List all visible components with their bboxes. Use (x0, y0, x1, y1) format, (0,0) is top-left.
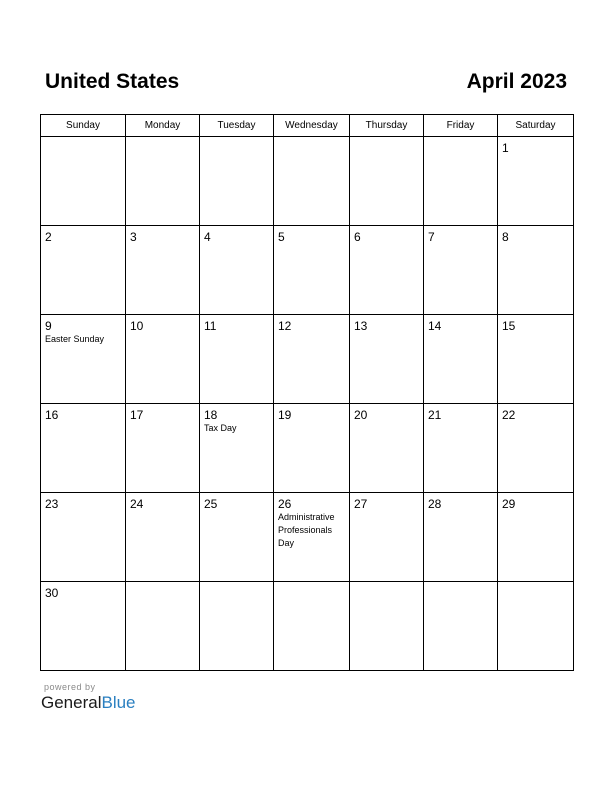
day-cell (274, 582, 350, 671)
day-cell (41, 582, 126, 671)
week-row (41, 226, 574, 315)
day-number: 28 (428, 497, 442, 511)
day-cell (350, 582, 424, 671)
weekday-header: Saturday (498, 115, 574, 137)
day-number: 4 (204, 230, 211, 244)
day-cell (274, 315, 350, 404)
powered-by-text: powered by (44, 682, 96, 692)
day-cell (424, 582, 498, 671)
day-cell (126, 582, 200, 671)
generalblue-logo (41, 693, 136, 713)
day-number: 27 (354, 497, 368, 511)
day-cell (350, 137, 424, 226)
day-cell (41, 226, 126, 315)
day-cell (200, 493, 274, 582)
day-cell (498, 315, 574, 404)
day-number: 2 (45, 230, 52, 244)
day-number: 20 (354, 408, 368, 422)
day-cell (350, 404, 424, 493)
day-number: 7 (428, 230, 435, 244)
day-cell (41, 404, 126, 493)
day-cell (126, 315, 200, 404)
day-cell (41, 137, 126, 226)
calendar-header (45, 70, 567, 100)
day-cell (274, 226, 350, 315)
day-cell (274, 404, 350, 493)
day-cell (424, 137, 498, 226)
day-number: 29 (502, 497, 516, 511)
day-cell (424, 493, 498, 582)
day-cell (498, 226, 574, 315)
day-number: 18 (204, 408, 218, 422)
holiday-label: Tax Day (204, 423, 237, 433)
week-row (41, 582, 574, 671)
weekday-header: Wednesday (274, 115, 350, 137)
day-number: 23 (45, 497, 59, 511)
day-cell (274, 493, 350, 582)
day-cell (126, 493, 200, 582)
day-number: 21 (428, 408, 442, 422)
footer-branding (41, 682, 136, 713)
week-row (41, 404, 574, 493)
weekday-header: Sunday (41, 115, 126, 137)
week-row (41, 493, 574, 582)
day-number: 17 (130, 408, 144, 422)
day-cell (200, 137, 274, 226)
day-cell (200, 582, 274, 671)
day-cell (350, 493, 424, 582)
day-number: 6 (354, 230, 361, 244)
day-number: 5 (278, 230, 285, 244)
weekday-header: Tuesday (200, 115, 274, 137)
day-number: 24 (130, 497, 144, 511)
month-title: April 2023 (466, 70, 567, 93)
day-number: 16 (45, 408, 59, 422)
day-cell (200, 226, 274, 315)
day-cell (424, 226, 498, 315)
day-cell (498, 493, 574, 582)
country-title: United States (45, 70, 180, 93)
day-number: 19 (278, 408, 292, 422)
weekday-header-row (41, 115, 574, 137)
calendar-grid (40, 114, 574, 671)
day-number: 10 (130, 319, 144, 333)
day-number: 9 (45, 319, 52, 333)
day-cell (200, 404, 274, 493)
day-number: 30 (45, 586, 59, 600)
week-row (41, 137, 574, 226)
day-number: 8 (502, 230, 509, 244)
day-number: 14 (428, 319, 442, 333)
day-cell (274, 137, 350, 226)
brand-general: General (41, 693, 102, 712)
day-cell (41, 315, 126, 404)
day-number: 11 (204, 319, 217, 333)
day-number: 13 (354, 319, 368, 333)
day-cell (126, 404, 200, 493)
day-cell (41, 493, 126, 582)
day-cell (498, 404, 574, 493)
weekday-header: Friday (424, 115, 498, 137)
day-cell (350, 315, 424, 404)
day-number: 26 (278, 497, 292, 511)
day-cell (424, 315, 498, 404)
holiday-label: Easter Sunday (45, 334, 105, 344)
day-number: 3 (130, 230, 137, 244)
day-number: 1 (502, 141, 509, 155)
day-cell (200, 315, 274, 404)
day-number: 15 (502, 319, 516, 333)
weekday-header: Thursday (350, 115, 424, 137)
day-cell (498, 582, 574, 671)
day-cell (498, 137, 574, 226)
holiday-label: Administrative Professionals Day (278, 512, 335, 548)
day-cell (424, 404, 498, 493)
day-number: 12 (278, 319, 292, 333)
week-row (41, 315, 574, 404)
day-number: 22 (502, 408, 516, 422)
day-cell (126, 226, 200, 315)
day-cell (126, 137, 200, 226)
day-number: 25 (204, 497, 218, 511)
weekday-header: Monday (126, 115, 200, 137)
day-cell (350, 226, 424, 315)
brand-blue: Blue (101, 693, 136, 712)
